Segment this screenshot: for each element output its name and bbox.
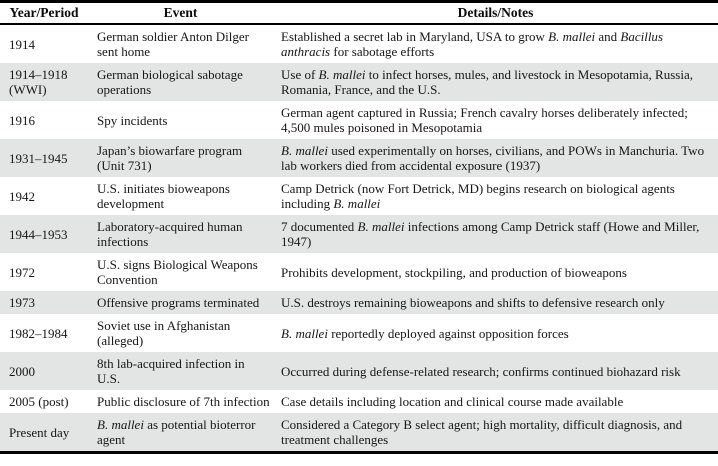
header-row: [0, 2, 718, 25]
year-period-cell: 1982–1984: [9, 325, 68, 341]
table-row: [0, 101, 718, 139]
species-name-italic: B. mallei: [357, 219, 405, 234]
species-name-italic: B. mallei: [333, 196, 381, 211]
table-row: [0, 177, 718, 215]
details-notes-cell: 7 documented B. mallei infections among Camp Detrick staff (Howe and Miller, 1947): [281, 219, 700, 249]
details-notes-cell: Camp Detrick (now Fort Detrick, MD) begins research on biological agents including B. mallei: [281, 181, 675, 211]
details-notes-cell: German agent captured in Russia; French cavalry horses deliberately infected; 4,500 mules poisoned in Mesopotamia: [281, 105, 688, 135]
table-row: [0, 63, 718, 101]
event-cell: Japan’s biowarfare program (Unit 731): [97, 143, 243, 173]
table-body: [0, 24, 718, 453]
year-period-cell: 1914: [9, 36, 35, 52]
table-row: [0, 139, 718, 177]
table-row: [0, 390, 718, 413]
table-row: [0, 291, 718, 314]
event-cell: 8th lab-acquired infection in U.S.: [97, 356, 245, 386]
details-notes-cell: Considered a Category B select agent; high mortality, difficult diagnosis, and treatment challenges: [281, 417, 683, 447]
table-row: [0, 413, 718, 453]
details-notes-cell: Established a secret lab in Maryland, USA to grow B. mallei and Bacillus anthracis for sabotage efforts: [281, 29, 663, 59]
header-details-notes: Details/Notes: [273, 2, 718, 25]
species-name-italic: B. mallei: [281, 325, 328, 341]
details-notes-cell: Case details including location and clinical course made available: [281, 394, 624, 409]
year-period-cell: Present day: [9, 424, 70, 440]
year-period-cell: 2005 (post): [9, 394, 69, 409]
year-period-cell: 1942: [9, 188, 35, 204]
event-cell: U.S. signs Biological Weapons Convention: [97, 257, 258, 287]
details-notes-cell: B. mallei used experimentally on horses, civilians, and POWs in Manchuria. Two lab workers died from accidental exposure (1937): [281, 143, 705, 173]
event-cell: B. mallei as potential bioterror agent: [97, 417, 256, 447]
event-cell: Public disclosure of 7th infection: [97, 394, 270, 409]
year-period-cell: 1931–1945: [9, 150, 68, 166]
event-cell: Laboratory-acquired human infections: [97, 219, 243, 249]
details-notes-cell: Occurred during defense-related research; confirms continued biohazard risk: [281, 363, 681, 379]
event-cell: Soviet use in Afghanistan (alleged): [97, 318, 231, 348]
details-notes-cell: Prohibits development, stockpiling, and production of bioweapons: [281, 264, 627, 280]
year-period-cell: 1973: [9, 295, 35, 310]
event-cell: U.S. initiates bioweapons development: [97, 181, 230, 211]
year-period-cell: 1916: [9, 112, 35, 128]
year-period-cell: 1944–1953: [9, 226, 68, 242]
year-period-cell: 1972: [9, 264, 35, 280]
details-notes-cell: Use of B. mallei to infect horses, mules, and livestock in Mesopotamia, Russia, Romania, France, and the U.S.: [281, 67, 693, 97]
event-cell: German biological sabotage operations: [97, 67, 243, 97]
species-name-italic: B. mallei: [97, 417, 144, 432]
year-period-cell: 2000: [9, 363, 35, 379]
table-row: [0, 352, 718, 390]
species-name-italic: B. mallei: [281, 143, 328, 158]
year-period-cell: 1914–1918 (WWI): [9, 67, 68, 97]
species-name-italic: B. mallei: [548, 29, 596, 44]
header-event: Event: [88, 2, 273, 25]
details-notes-cell: U.S. destroys remaining bioweapons and shifts to defensive research only: [281, 295, 665, 310]
table-row: [0, 24, 718, 63]
species-name-italic: B. mallei: [318, 67, 366, 82]
event-cell: German soldier Anton Dilger sent home: [97, 29, 249, 59]
details-notes-cell: B. mallei reportedly deployed against opposition forces: [281, 325, 569, 341]
header-year-period: Year/Period: [0, 2, 88, 25]
event-cell: Spy incidents: [97, 112, 168, 128]
table-header: [0, 2, 718, 25]
table-row: [0, 215, 718, 253]
table-row: [0, 314, 718, 352]
event-cell: Offensive programs terminated: [97, 295, 260, 310]
species-name-italic: Bacillus anthracis: [281, 29, 663, 59]
table-row: [0, 253, 718, 291]
